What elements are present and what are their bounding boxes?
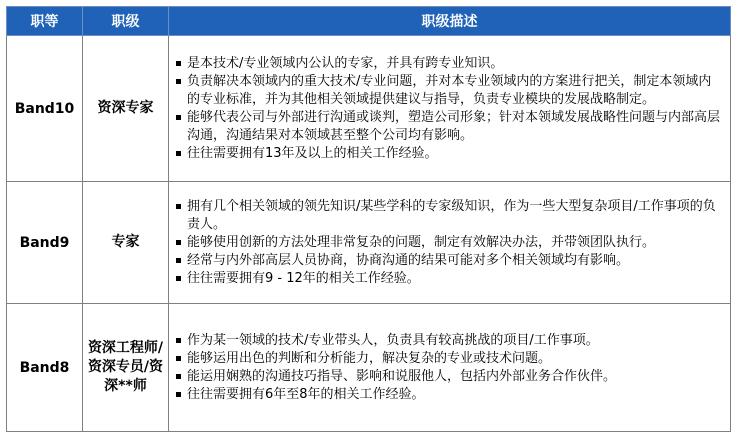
list-item: 往往需要拥有6年至8年的相关工作经验。 <box>175 386 724 404</box>
list-item: 往往需要拥有9 - 12年的相关工作经验。 <box>175 270 724 288</box>
grade-cell: Band8 <box>7 304 83 432</box>
table-row <box>7 304 731 432</box>
list-item: 拥有几个相关领域的领先知识/某些学科的专家级知识，作为一些大型复杂项目/工作事项的负责人。 <box>175 198 724 234</box>
job-grade-table <box>6 6 731 432</box>
list-item: 能运用娴熟的沟通技巧指导、影响和说服他人，包括内外部业务合作伙伴。 <box>175 368 724 386</box>
header-grade: 职等 <box>7 7 83 36</box>
list-item: 是本技术/专业领域内公认的专家，并具有跨专业知识。 <box>175 55 724 73</box>
header-level: 职级 <box>83 7 169 36</box>
level-cell: 资深专家 <box>83 36 169 182</box>
description-cell <box>169 182 731 304</box>
description-cell <box>169 36 731 182</box>
description-cell <box>169 304 731 432</box>
list-item: 经常与内外部高层人员协商，协商沟通的结果可能对多个相关领域均有影响。 <box>175 252 724 270</box>
list-item: 往往需要拥有13年及以上的相关工作经验。 <box>175 145 724 163</box>
table-row <box>7 36 731 182</box>
description-list <box>175 332 724 404</box>
level-cell: 专家 <box>83 182 169 304</box>
list-item: 作为某一领域的技术/专业带头人，负责具有较高挑战的项目/工作事项。 <box>175 332 724 350</box>
description-list <box>175 55 724 163</box>
level-cell: 资深工程师/资深专员/资深**师 <box>83 304 169 432</box>
list-item: 能够使用创新的方法处理非常复杂的问题，制定有效解决办法，并带领团队执行。 <box>175 234 724 252</box>
grade-cell: Band9 <box>7 182 83 304</box>
grade-cell: Band10 <box>7 36 83 182</box>
list-item: 负责解决本领域内的重大技术/专业问题，并对本专业领域内的方案进行把关，制定本领域内的专业标准，并为其他相关领域提供建议与指导，负责专业模块的发展战略制定。 <box>175 73 724 109</box>
description-list <box>175 198 724 288</box>
list-item: 能够代表公司与外部进行沟通或谈判，塑造公司形象；针对本领域发展战略性问题与内部高层沟通，沟通结果对本领域甚至整个公司均有影响。 <box>175 109 724 145</box>
header-row <box>7 7 731 36</box>
list-item: 能够运用出色的判断和分析能力，解决复杂的专业或技术问题。 <box>175 350 724 368</box>
table-row <box>7 182 731 304</box>
header-description: 职级描述 <box>169 7 731 36</box>
